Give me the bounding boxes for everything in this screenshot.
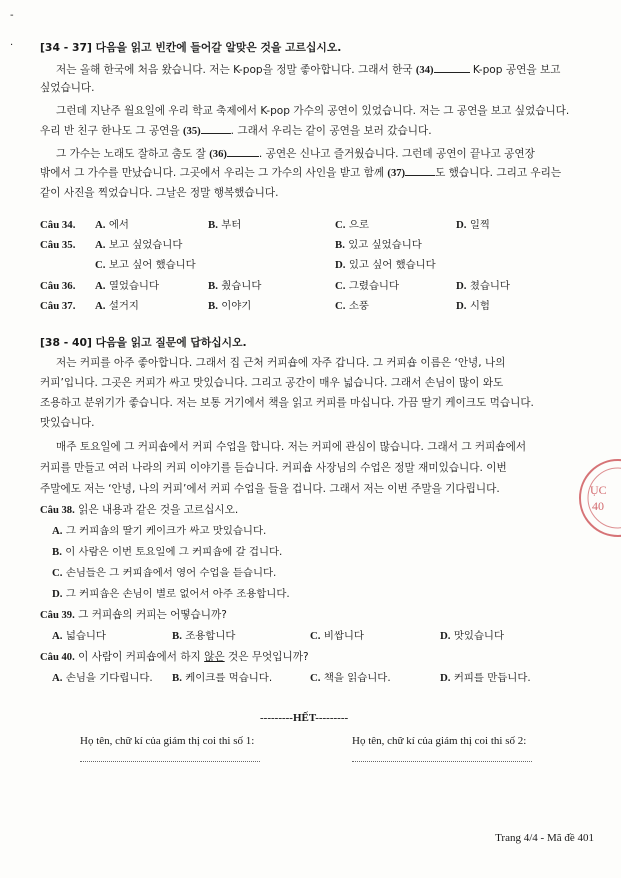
margin-dot: · [10, 40, 14, 51]
passage2-line1: 저는 커피를 아주 좋아합니다. 그래서 집 근처 커피숍에 자주 갑니다. 그 커피숍 이름은 ‘안녕, 나의 [56, 357, 506, 369]
passage1-line2: 싶었습니다. [40, 82, 95, 94]
svg-text:ỤC: ỤC [590, 483, 607, 497]
passage2-line5: 매주 토요일에 그 커피숍에서 커피 수업을 합니다. 저는 커피에 관심이 많습니다. 그래서 그 커피숍에서 [56, 441, 527, 453]
page-footer: Trang 4/4 - Mã đề 401 [495, 832, 594, 844]
passage1-line6: 밖에서 그 가수를 만났습니다. 그곳에서 우리는 그 가수의 사인을 받고 함께 (37) 도 했습니다. 그리고 우리는 [40, 167, 562, 179]
q35-option-b[interactable]: B. 있고 싶었습니다 [335, 239, 422, 251]
q35-option-c[interactable]: C. 보고 싶어 했습니다 [95, 259, 196, 271]
q38-option-b[interactable]: B. 이 사람은 이번 토요일에 그 커피숍에 갈 겁니다. [52, 546, 283, 558]
passage2-line4: 맛있습니다. [40, 417, 95, 429]
q34-option-b[interactable]: B. 부터 [208, 219, 242, 231]
section1-heading: [34 - 37] 다음을 읽고 빈칸에 들어갈 알맞은 것을 고르십시오. [40, 41, 342, 54]
q36-label: Câu 36. [40, 280, 76, 292]
margin-mark: - [10, 10, 14, 21]
q35-option-d[interactable]: D. 있고 싶어 했습니다 [335, 259, 436, 271]
official-stamp-icon [578, 452, 621, 544]
q38-option-c[interactable]: C. 손님들은 그 커피숍에서 영어 수업을 듣습니다. [52, 567, 277, 579]
passage1-line7: 같이 사진을 찍었습니다. 그날은 정말 행복했습니다. [40, 187, 279, 199]
q37-option-d[interactable]: D. 시험 [456, 300, 490, 312]
passage2-line6: 커피를 만들고 여러 나라의 커피 이야기를 듣습니다. 커피숍 사장님의 수업은 정말 재미있습니다. 이번 [40, 462, 507, 474]
q34-option-c[interactable]: C. 으로 [335, 219, 369, 231]
q34-label: Câu 34. [40, 219, 76, 231]
q40-option-d[interactable]: D. 커피를 만듭니다. [440, 672, 531, 684]
q36-option-d[interactable]: D. 쳤습니다 [456, 280, 510, 292]
passage2-line2: 커피’입니다. 그곳은 커피가 싸고 맛있습니다. 그리고 공간이 매우 넓습니다. 그래서 손님이 많이 와도 [40, 377, 504, 389]
section2-heading: [38 - 40] 다음을 읽고 질문에 답하십시오. [40, 336, 247, 349]
q36-option-b[interactable]: B. 췄습니다 [208, 280, 262, 292]
q37-option-a[interactable]: A. 설거지 [95, 300, 139, 312]
q39-option-a[interactable]: A. 넓습니다 [52, 630, 106, 642]
passage1-line3: 그런데 지난주 월요일에 우리 학교 축제에서 K-pop 가수의 공연이 있었습니다. 저는 그 공연을 보고 싶었습니다. [56, 105, 570, 117]
q37-option-b[interactable]: B. 이야기 [208, 300, 252, 312]
q34-option-d[interactable]: D. 일찍 [456, 219, 490, 231]
q39-option-c[interactable]: C. 비쌉니다 [310, 630, 364, 642]
proctor2-signature-label: Họ tên, chữ kí của giám thị coi thi số 2: [352, 735, 527, 747]
q39-option-d[interactable]: D. 맛있습니다 [440, 630, 504, 642]
q37-label: Câu 37. [40, 300, 76, 312]
passage1-line5: 그 가수는 노래도 잘하고 춤도 잘 (36) . 공연은 신나고 즐거웠습니다. 그런데 공연이 끝나고 공연장 [56, 148, 535, 160]
q38-option-a[interactable]: A. 그 커피숍의 딸기 케이크가 싸고 맛있습니다. [52, 525, 267, 537]
passage1-line1: 저는 올해 한국에 처음 왔습니다. 저는 K-pop을 정말 좋아합니다. 그래서 한국 (34) K-pop 공연을 보고 [56, 64, 561, 76]
q40-option-c[interactable]: C. 책을 읽습니다. [310, 672, 391, 684]
q36-option-a[interactable]: A. 열었습니다 [95, 280, 159, 292]
q40-option-b[interactable]: B. 케이크를 먹습니다. [172, 672, 273, 684]
q36-option-c[interactable]: C. 그렸습니다 [335, 280, 399, 292]
passage2-line7: 주말에도 저는 ‘안녕, 나의 커피’에서 커피 수업을 들을 겁니다. 그래서 저는 이번 주말을 기다립니다. [40, 483, 500, 495]
q35-label: Câu 35. [40, 239, 76, 251]
q35-option-a[interactable]: A. 보고 싶었습니다 [95, 239, 183, 251]
proctor2-signature-line [352, 760, 532, 762]
q34-option-a[interactable]: A. 에서 [95, 219, 129, 231]
q39-question: Câu 39. 그 커피숍의 커피는 어떻습니까? [40, 609, 227, 621]
q40-option-a[interactable]: A. 손님을 기다립니다. [52, 672, 153, 684]
q39-option-b[interactable]: B. 조용합니다 [172, 630, 236, 642]
q37-option-c[interactable]: C. 소풍 [335, 300, 369, 312]
passage1-line4: 우리 반 친구 한나도 그 공연을 (35) . 그래서 우리는 같이 공연을 보러 갔습니다. [40, 125, 432, 137]
proctor1-signature-line [80, 760, 260, 762]
q40-question: Câu 40. 이 사람이 커피숍에서 하지 않은 것은 무엇입니까? [40, 651, 309, 663]
q38-question: Câu 38. 읽은 내용과 같은 것을 고르십시오. [40, 504, 239, 516]
proctor1-signature-label: Họ tên, chữ kí của giám thị coi thi số 1: [80, 735, 255, 747]
svg-text:40: 40 [592, 499, 604, 513]
end-marker: ---------HẾT--------- [260, 712, 349, 724]
passage2-line3: 조용하고 분위기가 좋습니다. 저는 보통 거기에서 책을 읽고 커피를 마십니다. 가끔 딸기 케이크도 먹습니다. [40, 397, 534, 409]
q38-option-d[interactable]: D. 그 커피숍은 손님이 별로 없어서 아주 조용합니다. [52, 588, 290, 600]
